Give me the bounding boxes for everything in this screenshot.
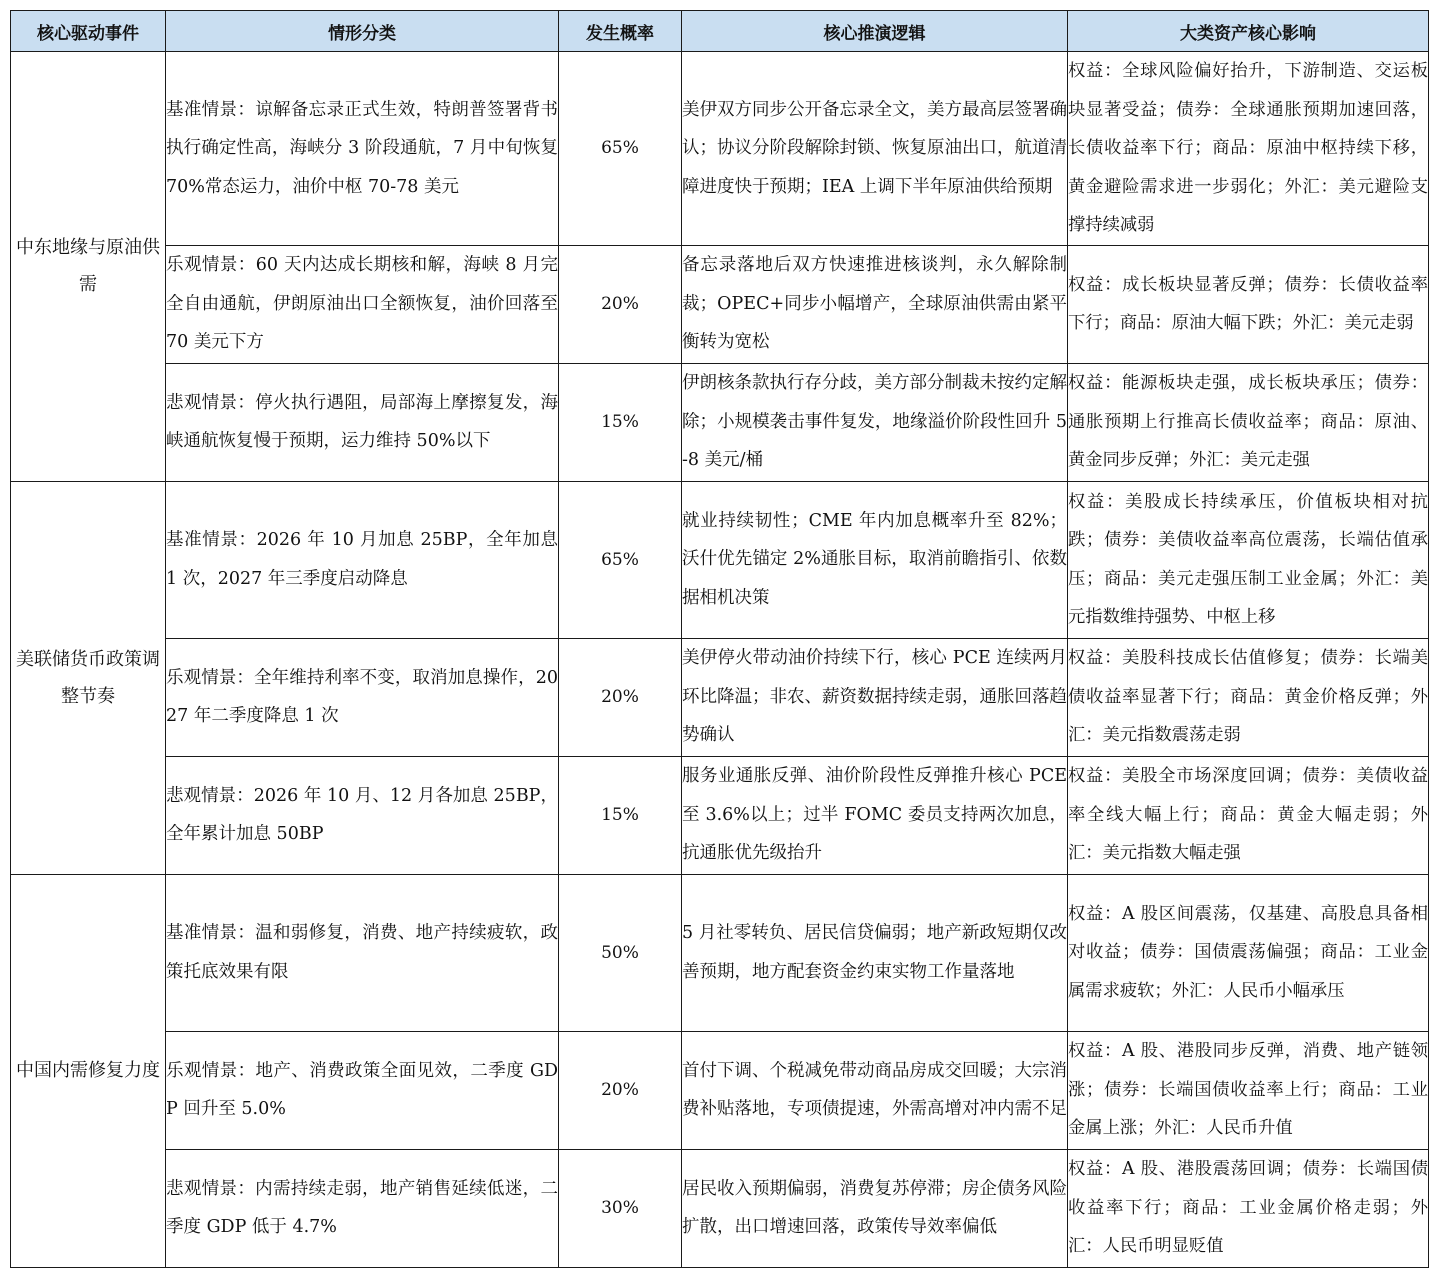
scenario-cell: 乐观情景：地产、消费政策全面见效，二季度 GDP 回升至 5.0%	[166, 1031, 559, 1149]
table-row	[11, 874, 1429, 1031]
scenario-cell: 基准情景：2026 年 10 月加息 25BP，全年加息 1 次，2027 年三季度启动降息	[166, 481, 559, 638]
scenario-table-wrapper	[10, 10, 1429, 1268]
impact-cell: 权益：全球风险偏好抬升，下游制造、交运板块显著受益；债券：全球通胀预期加速回落，长债收益率下行；商品：原油中枢持续下移，黄金避险需求进一步弱化；外汇：美元避险支撑持续减弱	[1068, 52, 1429, 246]
impact-cell: 权益：美股成长持续承压，价值板块相对抗跌；债券：美债收益率高位震荡，长端估值承压；商品：美元走强压制工业金属；外汇：美元指数维持强势、中枢上移	[1068, 481, 1429, 638]
impact-cell: 权益：A 股区间震荡，仅基建、高股息具备相对收益；债券：国债震荡偏强；商品：工业金属需求疲软；外汇：人民币小幅承压	[1068, 874, 1429, 1031]
event-cell: 中国内需修复力度	[11, 874, 166, 1267]
header-impact: 大类资产核心影响	[1068, 11, 1429, 52]
probability-cell: 20%	[559, 1031, 682, 1149]
probability-cell: 20%	[559, 638, 682, 756]
table-row	[11, 52, 1429, 246]
probability-cell: 15%	[559, 756, 682, 874]
impact-cell: 权益：A 股、港股同步反弹，消费、地产链领涨；债券：长端国债收益率上行；商品：工业金属上涨；外汇：人民币升值	[1068, 1031, 1429, 1149]
logic-cell: 备忘录落地后双方快速推进核谈判，永久解除制裁；OPEC+同步小幅增产，全球原油供需由紧平衡转为宽松	[682, 245, 1068, 363]
logic-cell: 美伊停火带动油价持续下行，核心 PCE 连续两月环比降温；非农、薪资数据持续走弱，通胀回落趋势确认	[682, 638, 1068, 756]
logic-cell: 伊朗核条款执行存分歧，美方部分制裁未按约定解除；小规模袭击事件复发，地缘溢价阶段性回升 5-8 美元/桶	[682, 363, 1068, 481]
probability-cell: 65%	[559, 52, 682, 246]
impact-cell: 权益：美股科技成长估值修复；债券：长端美债收益率显著下行；商品：黄金价格反弹；外汇：美元指数震荡走弱	[1068, 638, 1429, 756]
probability-cell: 20%	[559, 245, 682, 363]
impact-cell: 权益：美股全市场深度回调；债券：美债收益率全线大幅上行；商品：黄金大幅走弱；外汇：美元指数大幅走强	[1068, 756, 1429, 874]
scenario-cell: 乐观情景：60 天内达成长期核和解，海峡 8 月完全自由通航，伊朗原油出口全额恢复，油价回落至 70 美元下方	[166, 245, 559, 363]
header-scenario: 情形分类	[166, 11, 559, 52]
probability-cell: 30%	[559, 1149, 682, 1267]
table-row	[11, 1031, 1429, 1149]
scenario-cell: 悲观情景：停火执行遇阻，局部海上摩擦复发，海峡通航恢复慢于预期，运力维持 50%以下	[166, 363, 559, 481]
header-logic: 核心推演逻辑	[682, 11, 1068, 52]
probability-cell: 65%	[559, 481, 682, 638]
scenario-cell: 乐观情景：全年维持利率不变，取消加息操作，2027 年二季度降息 1 次	[166, 638, 559, 756]
probability-cell: 15%	[559, 363, 682, 481]
impact-cell: 权益：能源板块走强，成长板块承压；债券：通胀预期上行推高长债收益率；商品：原油、黄金同步反弹；外汇：美元走强	[1068, 363, 1429, 481]
header-row	[11, 11, 1429, 52]
probability-cell: 50%	[559, 874, 682, 1031]
table-row	[11, 363, 1429, 481]
table-row	[11, 756, 1429, 874]
table-row	[11, 638, 1429, 756]
scenario-cell: 悲观情景：2026 年 10 月、12 月各加息 25BP，全年累计加息 50BP	[166, 756, 559, 874]
logic-cell: 首付下调、个税减免带动商品房成交回暖；大宗消费补贴落地，专项债提速，外需高增对冲内需不足	[682, 1031, 1068, 1149]
scenario-table	[10, 10, 1429, 1268]
logic-cell: 居民收入预期偏弱，消费复苏停滞；房企债务风险扩散，出口增速回落，政策传导效率偏低	[682, 1149, 1068, 1267]
logic-cell: 服务业通胀反弹、油价阶段性反弹推升核心 PCE 至 3.6%以上；过半 FOMC 委员支持两次加息，抗通胀优先级抬升	[682, 756, 1068, 874]
event-cell: 美联储货币政策调整节奏	[11, 481, 166, 874]
scenario-cell: 悲观情景：内需持续走弱，地产销售延续低迷，二季度 GDP 低于 4.7%	[166, 1149, 559, 1267]
logic-cell: 就业持续韧性；CME 年内加息概率升至 82%；沃什优先锚定 2%通胀目标，取消前瞻指引、依数据相机决策	[682, 481, 1068, 638]
logic-cell: 美伊双方同步公开备忘录全文，美方最高层签署确认；协议分阶段解除封锁、恢复原油出口，航道清障进度快于预期；IEA 上调下半年原油供给预期	[682, 52, 1068, 246]
scenario-cell: 基准情景：温和弱修复，消费、地产持续疲软，政策托底效果有限	[166, 874, 559, 1031]
logic-cell: 5 月社零转负、居民信贷偏弱；地产新政短期仅改善预期，地方配套资金约束实物工作量落地	[682, 874, 1068, 1031]
table-row	[11, 245, 1429, 363]
scenario-cell: 基准情景：谅解备忘录正式生效，特朗普签署背书执行确定性高，海峡分 3 阶段通航，7 月中旬恢复 70%常态运力，油价中枢 70-78 美元	[166, 52, 559, 246]
header-event: 核心驱动事件	[11, 11, 166, 52]
event-cell: 中东地缘与原油供需	[11, 52, 166, 482]
impact-cell: 权益：A 股、港股震荡回调；债券：长端国债收益率下行；商品：工业金属价格走弱；外汇：人民币明显贬值	[1068, 1149, 1429, 1267]
impact-cell: 权益：成长板块显著反弹；债券：长债收益率下行；商品：原油大幅下跌；外汇：美元走弱	[1068, 245, 1429, 363]
table-row	[11, 1149, 1429, 1267]
header-probability: 发生概率	[559, 11, 682, 52]
table-row	[11, 481, 1429, 638]
